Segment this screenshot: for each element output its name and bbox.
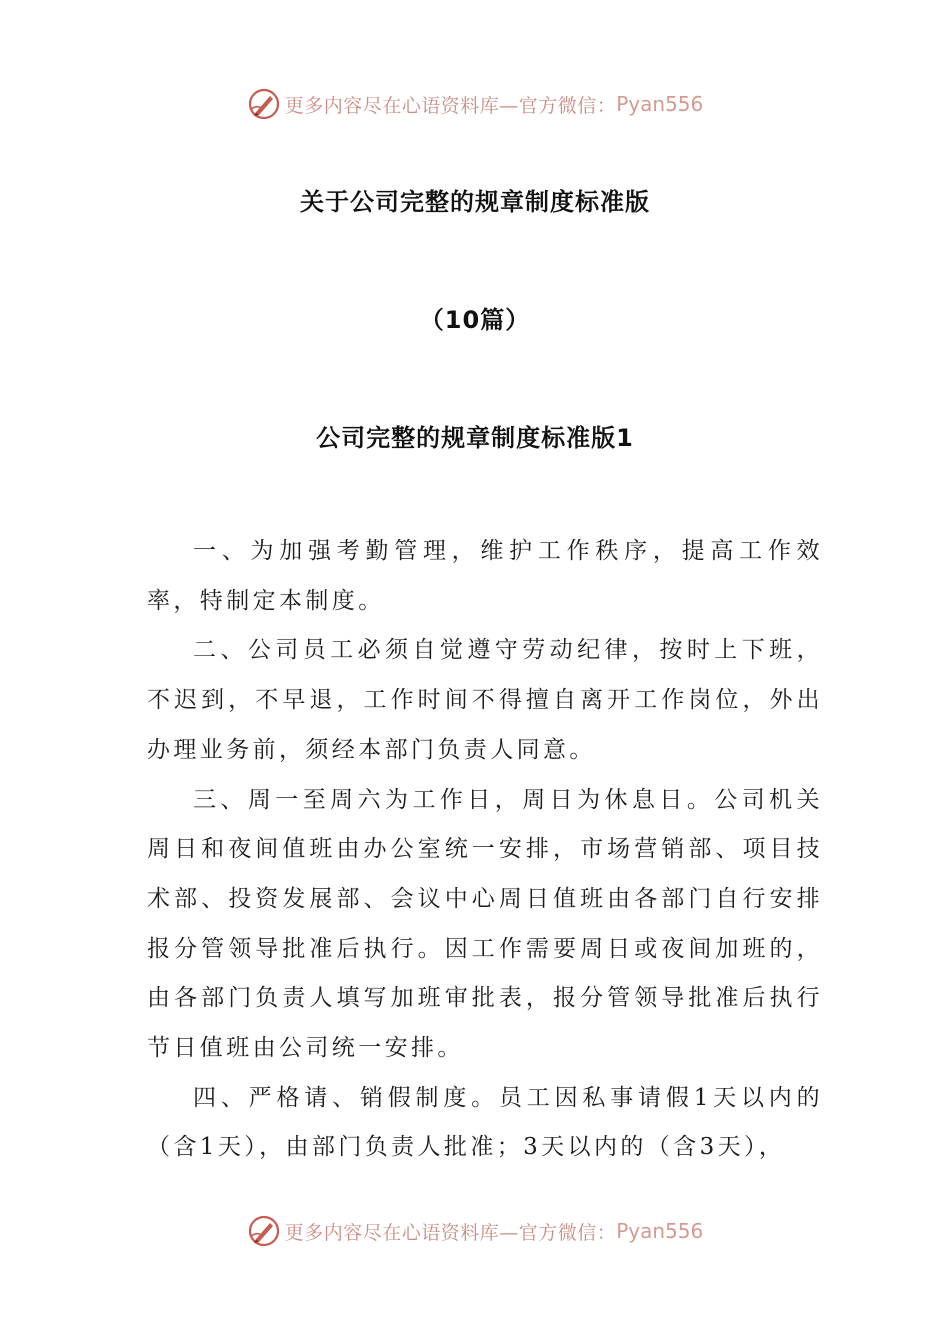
document-title: 关于公司完整的规章制度标准版 <box>300 188 650 216</box>
section-title: 公司完整的规章制度标准版1 <box>316 424 634 452</box>
pen-logo-icon <box>247 87 281 121</box>
watermark-wechat-id: Pyan556 <box>616 1219 704 1243</box>
paragraph-4: 四、严格请、销假制度。员工因私事请假1天以内的（含1天），由部门负责人批准；3天以内的（含3天）， <box>147 1084 823 1161</box>
document-body <box>147 527 823 1173</box>
watermark-text: 更多内容尽在心语资料库—官方微信： <box>284 94 617 117</box>
paragraph-2: 二、公司员工必须自觉遵守劳动纪律，按时上下班，不迟到，不早退，工作时间不得擅自离开工作岗位，外出办理业务前，须经本部门负责人同意。 <box>147 637 823 763</box>
document-count: （10篇） <box>419 306 531 334</box>
paragraph-1: 一、为加强考勤管理，维护工作秩序，提高工作效率，特制定本制度。 <box>147 538 823 614</box>
paragraph-3: 三、周一至周六为工作日，周日为休息日。公司机关周日和夜间值班由办公室统一安排，市场营销部、项目技术部、投资发展部、会议中心周日值班由各部门自行安排报分管领导批准后执行。因工作需要周日或夜间加班的，由各部门负责人填写加班审批表，报分管领导批准后执行节日值班由公司统一安排。 <box>147 786 823 1062</box>
pen-logo-icon <box>247 1214 281 1248</box>
watermark-text: 更多内容尽在心语资料库—官方微信： <box>284 1221 617 1244</box>
watermark-footer <box>0 1211 950 1251</box>
watermark-header <box>0 84 950 124</box>
watermark-wechat-id: Pyan556 <box>616 92 704 116</box>
